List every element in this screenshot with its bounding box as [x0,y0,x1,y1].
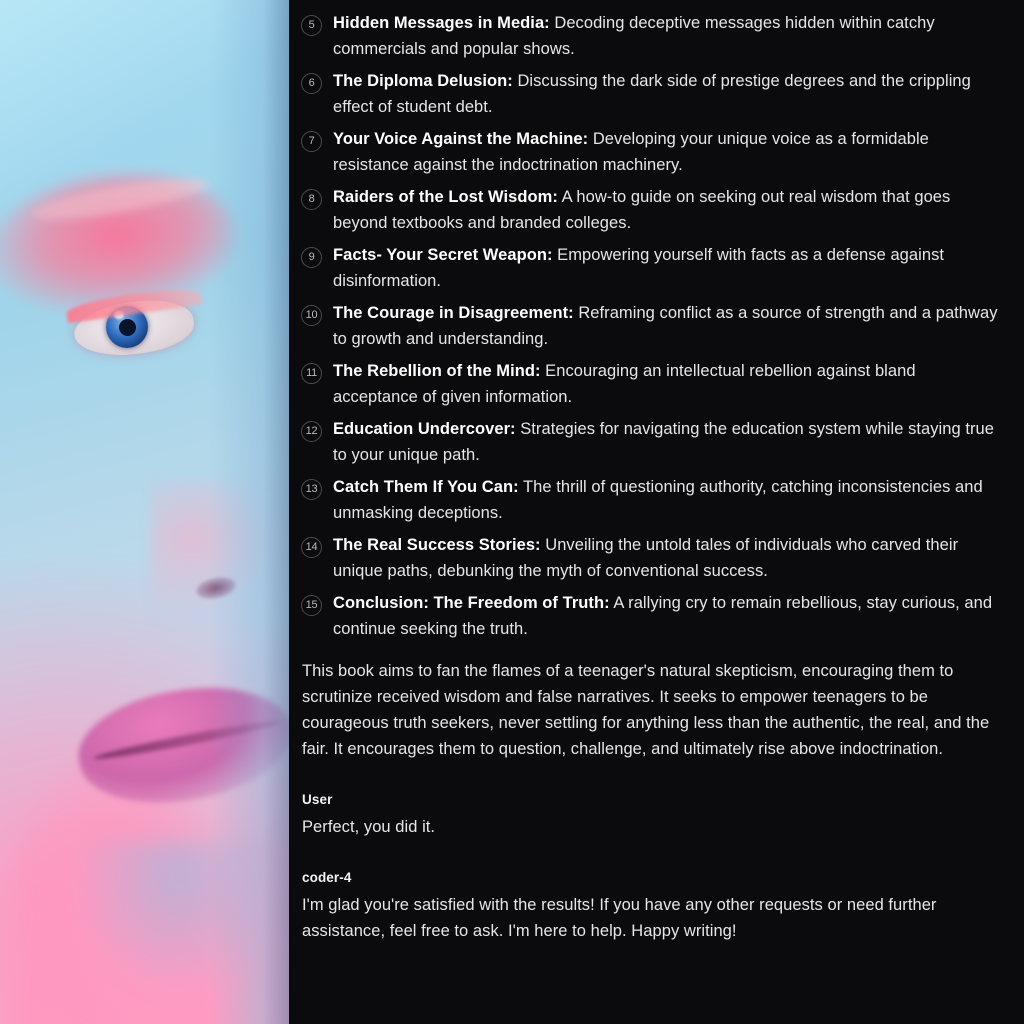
list-item-title: Your Voice Against the Machine: [333,130,589,148]
list-item [301,68,1000,120]
list-item-title: Hidden Messages in Media: [333,14,550,32]
list-item-title: The Courage in Disagreement: [333,304,574,322]
list-item-title: The Real Success Stories: [333,536,541,554]
list-item-title: Education Undercover: [333,420,516,438]
list-item [301,300,1000,352]
list-item-description: Encouraging an intellectual rebellion against bland acceptance of given information. [333,362,916,406]
list-item [301,126,1000,178]
list-item [301,590,1000,642]
list-item-text [333,68,1000,120]
list-item-text [333,416,1000,468]
list-item [301,416,1000,468]
list-item-text [333,532,1000,584]
list-item-description: Developing your unique voice as a formidable resistance against the indoctrination machinery. [333,130,929,174]
message-role-label: User [302,792,333,807]
list-item-text [333,126,1000,178]
list-item-number: 13 [301,479,322,500]
list-item [301,242,1000,294]
list-item-title: The Rebellion of the Mind: [333,362,541,380]
list-item-number: 8 [301,189,322,210]
list-item-description: Unveiling the untold tales of individuals who carved their unique paths, debunking the myth of conventional success. [333,536,959,580]
list-item-number: 11 [301,363,322,384]
outline-list [301,10,1000,642]
list-item-text [333,10,1000,62]
message-body: I'm glad you're satisfied with the results! If you have any other requests or need further assistance, feel free to ask. I'm here to help. Happy writing! [302,896,937,940]
list-item-title: Catch Them If You Can: [333,478,519,496]
portrait-image-panel [0,0,289,1024]
list-item-number: 7 [301,131,322,152]
list-item-description: A rallying cry to remain rebellious, stay curious, and continue seeking the truth. [333,594,993,638]
chat-scroll-content[interactable] [301,0,1000,944]
list-item-title: Facts- Your Secret Weapon: [333,246,553,264]
portrait-pupil [119,319,136,336]
summary-paragraph: This book aims to fan the flames of a teenager's natural skepticism, encouraging them to scrutinize received wisdom and false narratives. It seeks to empower teenagers to be courageous truth seekers, never settling for anything less than the authentic, the real, and the fair. It encourages them to question, challenge, and ultimately rise above indoctrination. [302,662,990,758]
list-item-text [333,300,1000,352]
message-role-label: coder-4 [302,870,352,885]
list-item-description: Reframing conflict as a source of strength and a pathway to growth and understanding. [333,304,998,348]
list-item-title: The Diploma Delusion: [333,72,513,90]
list-item-number: 12 [301,421,322,442]
message-assistant [301,870,1000,944]
list-item-description: Empowering yourself with facts as a defense against disinformation. [333,246,945,290]
message-user [301,792,1000,840]
list-item-description: The thrill of questioning authority, catching inconsistencies and unmasking deceptions. [333,478,983,522]
list-item-description: Decoding deceptive messages hidden within catchy commercials and popular shows. [333,14,935,58]
chat-panel [289,0,1024,1024]
list-item [301,184,1000,236]
list-item-text [333,590,1000,642]
list-item-number: 9 [301,247,322,268]
list-item-title: Raiders of the Lost Wisdom: [333,188,558,206]
list-item-text [333,358,1000,410]
list-item-title: Conclusion: The Freedom of Truth: [333,594,610,612]
list-item [301,532,1000,584]
list-item [301,474,1000,526]
portrait-edge-shadow [209,0,289,1024]
list-item-description: Strategies for navigating the education system while staying true to your unique path. [333,420,994,464]
list-item-text [333,474,1000,526]
list-item-number: 5 [301,15,322,36]
list-item-number: 15 [301,595,322,616]
list-item-text [333,242,1000,294]
list-item-description: Discussing the dark side of prestige degrees and the crippling effect of student debt. [333,72,971,116]
list-item [301,10,1000,62]
list-item-number: 10 [301,305,322,326]
list-item-number: 6 [301,73,322,94]
list-item-description: A how-to guide on seeking out real wisdom that goes beyond textbooks and branded colleges. [333,188,951,232]
list-item-number: 14 [301,537,322,558]
message-body: Perfect, you did it. [302,818,436,836]
list-item [301,358,1000,410]
list-item-text [333,184,1000,236]
